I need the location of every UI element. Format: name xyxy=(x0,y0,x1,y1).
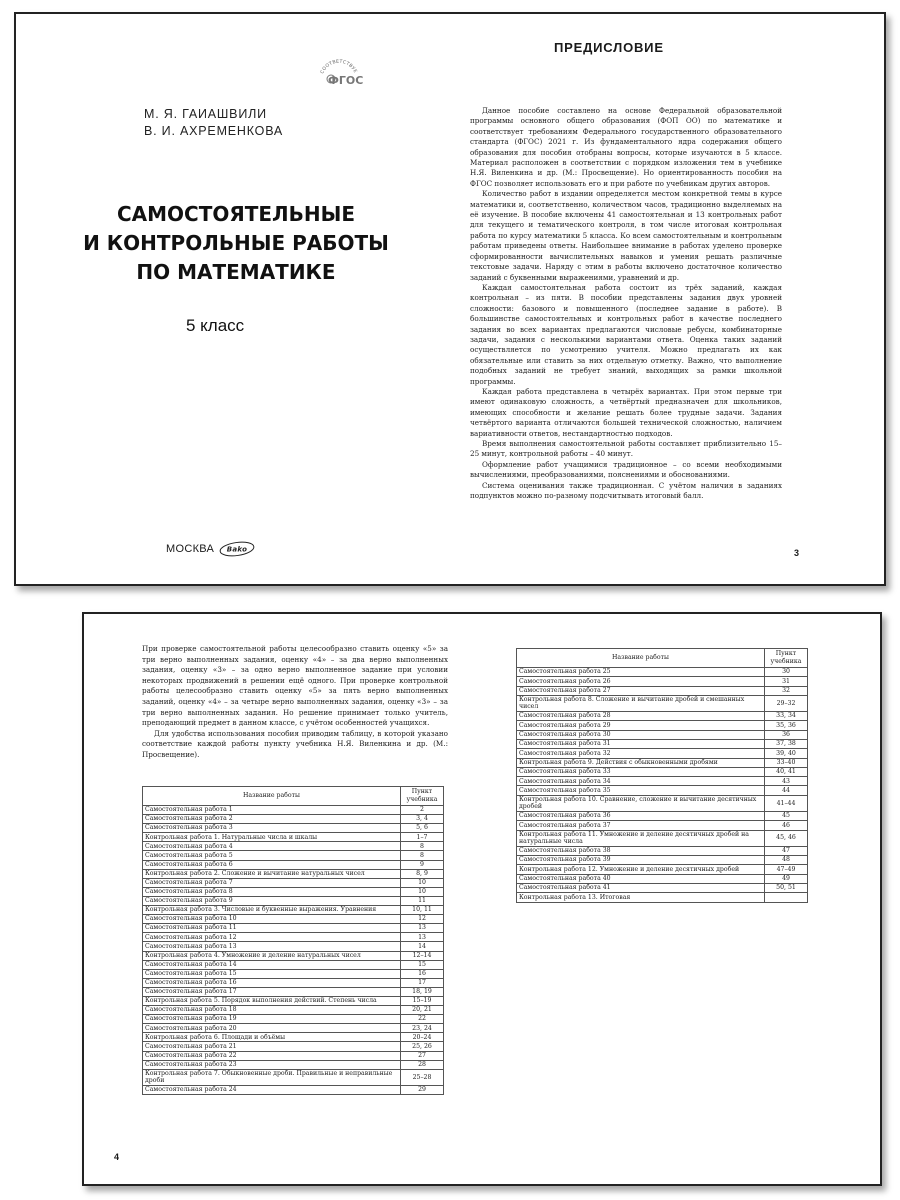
preface-heading: ПРЕДИСЛОВИЕ xyxy=(554,40,664,55)
table-row xyxy=(143,978,444,987)
table-row xyxy=(143,806,444,815)
table-row xyxy=(517,821,808,830)
textbook-point-cell: 16 xyxy=(401,969,444,978)
table-row xyxy=(517,893,808,902)
work-name-cell: Самостоятельная работа 1 xyxy=(143,806,401,815)
table-row xyxy=(143,1069,444,1085)
table-row xyxy=(143,951,444,960)
work-name-cell: Самостоятельная работа 30 xyxy=(517,730,765,739)
table-row xyxy=(517,721,808,730)
page-number: 3 xyxy=(794,548,800,558)
work-name-cell: Самостоятельная работа 21 xyxy=(143,1042,401,1051)
work-name-cell: Самостоятельная работа 40 xyxy=(517,874,765,883)
table-row xyxy=(143,942,444,951)
work-name-cell: Самостоятельная работа 19 xyxy=(143,1015,401,1024)
textbook-point-cell: 13 xyxy=(401,924,444,933)
textbook-point-cell: 12–14 xyxy=(401,951,444,960)
table-row xyxy=(143,869,444,878)
table-row xyxy=(143,878,444,887)
table-header-row xyxy=(517,649,808,668)
table-row xyxy=(517,865,808,874)
table-row xyxy=(517,846,808,855)
table-header-name: Название работы xyxy=(143,787,401,806)
work-name-cell: Самостоятельная работа 17 xyxy=(143,987,401,996)
work-name-cell: Контрольная работа 2. Сложение и вычитание натуральных чисел xyxy=(143,869,401,878)
title-spread xyxy=(14,12,886,586)
title-page xyxy=(16,14,456,584)
textbook-point-cell: 5, 6 xyxy=(401,824,444,833)
works-table-right xyxy=(516,648,808,903)
fgos-logo-icon xyxy=(314,44,364,94)
preface-paragraph: Каждая самостоятельная работа состоит из трёх заданий, каждая контрольная – из пяти. В пособии представлены задания двух уровней сложности: базового и повышенного (последнее задание в работе). В большинстве самостоятельных и контрольных работ в качестве последнего задания во всех вариантах предлагаются числовые ребусы, комбинаторные задачи, задания с несколькими вариантами ответа. Оценка таких заданий осуществляется по усмотрению учителя. Можно предлагать их как обязательные или ставить за них отдельную отметку. Важно, что выполнение подобных заданий не требует знаний, выходящих за рамки школьной программы. xyxy=(470,282,782,386)
work-name-cell: Контрольная работа 3. Числовые и буквенные выражения. Уравнения xyxy=(143,906,401,915)
table-row xyxy=(143,1006,444,1015)
preface-body xyxy=(470,106,782,501)
table-row xyxy=(517,874,808,883)
work-name-cell: Самостоятельная работа 25 xyxy=(517,668,765,677)
textbook-point-cell: 8 xyxy=(401,851,444,860)
table-row xyxy=(517,883,808,892)
work-name-cell: Самостоятельная работа 34 xyxy=(517,777,765,786)
work-name-cell: Контрольная работа 6. Площади и объёмы xyxy=(143,1033,401,1042)
work-name-cell: Контрольная работа 8. Сложение и вычитание дробей и смешанных чисел xyxy=(517,695,765,711)
textbook-point-cell: 35, 36 xyxy=(765,721,808,730)
work-name-cell: Самостоятельная работа 26 xyxy=(517,677,765,686)
table-row xyxy=(517,795,808,811)
textbook-point-cell: 29 xyxy=(401,1085,444,1094)
table-row xyxy=(517,758,808,767)
work-name-cell: Самостоятельная работа 22 xyxy=(143,1051,401,1060)
work-name-cell: Контрольная работа 13. Итоговая xyxy=(517,893,765,902)
textbook-point-cell: 11 xyxy=(401,896,444,905)
work-name-cell: Контрольная работа 9. Действия с обыкновенными дробями xyxy=(517,758,765,767)
table-row xyxy=(517,695,808,711)
preface-paragraph: Количество работ в издании определяется местом конкретной темы в курсе математики и, соответственно, количеством часов, традиционно выделяемых на её изучение. В пособие включены 41 самостоятельная и 13 контрольных работ для текущего и тематического контроля, в том числе итоговая контрольная работа по курсу математики 5 класса. Ко всем самостоятельным и контрольным работам приведены ответы. Наибольшее внимание в работах уделено проверке сформированности вычислительных навыков и умения решать различные текстовые задачи. Наряду с этим в работы включено достаточное количество заданий с буквенными выражениями, уравнений и др. xyxy=(470,189,782,282)
table-row xyxy=(517,730,808,739)
assessment-paragraph: Для удобства использования пособия приводим таблицу, в которой указано соответствие каждой работы пункту учебника Н.Я. Виленкина и др. (М.: Просвещение). xyxy=(142,728,448,759)
preface-paragraph: Система оценивания также традиционная. С учётом наличия в заданиях подпунктов можно по-разному подсчитывать итоговый балл. xyxy=(470,480,782,501)
textbook-point-cell: 47–49 xyxy=(765,865,808,874)
textbook-point-cell: 10 xyxy=(401,878,444,887)
textbook-point-cell: 3, 4 xyxy=(401,815,444,824)
table-row xyxy=(517,786,808,795)
table-row xyxy=(517,739,808,748)
textbook-point-cell: 50, 51 xyxy=(765,883,808,892)
work-name-cell: Самостоятельная работа 33 xyxy=(517,767,765,776)
textbook-point-cell: 31 xyxy=(765,677,808,686)
textbook-point-cell: 2 xyxy=(401,806,444,815)
table-row xyxy=(143,851,444,860)
textbook-point-cell: 45, 46 xyxy=(765,830,808,846)
table-row xyxy=(143,842,444,851)
work-name-cell: Самостоятельная работа 4 xyxy=(143,842,401,851)
textbook-point-cell: 37, 38 xyxy=(765,739,808,748)
work-name-cell: Контрольная работа 11. Умножение и деление десятичных дробей на натуральные числа xyxy=(517,830,765,846)
work-name-cell: Контрольная работа 10. Сравнение, сложение и вычитание десятичных дробей xyxy=(517,795,765,811)
work-name-cell: Самостоятельная работа 31 xyxy=(517,739,765,748)
table-row xyxy=(143,960,444,969)
page-number: 4 xyxy=(114,1152,120,1162)
table-row xyxy=(143,924,444,933)
work-name-cell: Самостоятельная работа 15 xyxy=(143,969,401,978)
work-name-cell: Самостоятельная работа 2 xyxy=(143,815,401,824)
textbook-point-cell: 8, 9 xyxy=(401,869,444,878)
work-name-cell: Самостоятельная работа 37 xyxy=(517,821,765,830)
textbook-point-cell: 15 xyxy=(401,960,444,969)
textbook-point-cell: 20, 21 xyxy=(401,1006,444,1015)
table-row xyxy=(143,815,444,824)
preface-page xyxy=(446,14,886,584)
table-row xyxy=(143,933,444,942)
textbook-point-cell: 10 xyxy=(401,887,444,896)
work-name-cell: Контрольная работа 1. Натуральные числа и шкалы xyxy=(143,833,401,842)
work-name-cell: Самостоятельная работа 23 xyxy=(143,1060,401,1069)
table-row xyxy=(143,987,444,996)
work-name-cell: Самостоятельная работа 7 xyxy=(143,878,401,887)
table-row xyxy=(143,1015,444,1024)
author-1: М. Я. ГАИАШВИЛИ xyxy=(144,107,267,121)
work-name-cell: Самостоятельная работа 28 xyxy=(517,712,765,721)
fgos-label: ФГОС xyxy=(328,74,364,87)
textbook-point-cell: 15–19 xyxy=(401,996,444,1005)
table-row xyxy=(143,996,444,1005)
textbook-point-cell: 1–7 xyxy=(401,833,444,842)
work-name-cell: Самостоятельная работа 11 xyxy=(143,924,401,933)
textbook-point-cell: 30 xyxy=(765,668,808,677)
table-row xyxy=(517,830,808,846)
preface-paragraph: Каждая работа представлена в четырёх вариантах. При этом первые три имеют одинаковую сложность, а четвёртый предназначен для школьников, имеющих способности и желание решать более трудные задачи. Задания четвёртого варианта отличаются большей технической сложностью, наличием вариативности ответов, нестандартностью подходов. xyxy=(470,386,782,438)
table-row xyxy=(517,811,808,820)
publisher xyxy=(166,541,256,557)
work-name-cell: Контрольная работа 4. Умножение и деление натуральных чисел xyxy=(143,951,401,960)
work-name-cell: Самостоятельная работа 27 xyxy=(517,686,765,695)
work-name-cell: Самостоятельная работа 5 xyxy=(143,851,401,860)
work-name-cell: Самостоятельная работа 13 xyxy=(143,942,401,951)
textbook-point-cell: 33–40 xyxy=(765,758,808,767)
table-row xyxy=(517,856,808,865)
table-spread xyxy=(82,612,882,1186)
textbook-point-cell: 20–24 xyxy=(401,1033,444,1042)
work-name-cell: Самостоятельная работа 16 xyxy=(143,978,401,987)
textbook-point-cell: 27 xyxy=(401,1051,444,1060)
works-table-left-body xyxy=(143,806,444,1095)
work-name-cell: Самостоятельная работа 32 xyxy=(517,749,765,758)
preface-paragraph: Данное пособие составлено на основе Федеральной образовательной программы основного общего образования (ФОП ОО) по математике и соответствует требованиям Федерального государственного образовательного стандарта (ФГОС) 2021 г. Из фундаментального ядра содержания общего образования для пособия отобраны вопросы, которые изучаются в 5 классе. Материал расположен в соответствии с порядком изложения тем в учебнике Н.Я. Виленкина и др. (М.: Просвещение). Но ориентированность пособия на ФГОС позволяет использовать его и при работе по учебникам других авторов. xyxy=(470,106,782,188)
table-header-point: Пункт учебника xyxy=(765,649,808,668)
preface-paragraph: Время выполнения самостоятельной работы составляет приблизительно 15–25 минут, контрольной работы – 40 минут. xyxy=(470,439,782,459)
textbook-point-cell: 48 xyxy=(765,856,808,865)
table-row xyxy=(143,1042,444,1051)
work-name-cell: Самостоятельная работа 29 xyxy=(517,721,765,730)
work-name-cell: Самостоятельная работа 20 xyxy=(143,1024,401,1033)
textbook-point-cell: 13 xyxy=(401,933,444,942)
table-row xyxy=(143,1051,444,1060)
textbook-point-cell: 25, 26 xyxy=(401,1042,444,1051)
publisher-city: МОСКВА xyxy=(166,543,215,555)
table-row xyxy=(517,668,808,677)
table-row xyxy=(517,777,808,786)
textbook-point-cell: 45 xyxy=(765,811,808,820)
textbook-point-cell: 28 xyxy=(401,1060,444,1069)
book-title xyxy=(16,200,456,287)
work-name-cell: Самостоятельная работа 3 xyxy=(143,824,401,833)
table-row xyxy=(143,1033,444,1042)
textbook-point-cell: 39, 40 xyxy=(765,749,808,758)
textbook-point-cell: 46 xyxy=(765,821,808,830)
book-title-line-2: И КОНТРОЛЬНЫЕ РАБОТЫ xyxy=(83,231,389,255)
table-row xyxy=(517,712,808,721)
textbook-point-cell: 9 xyxy=(401,860,444,869)
table-row xyxy=(143,1060,444,1069)
textbook-point-cell: 47 xyxy=(765,846,808,855)
works-table-right-body xyxy=(517,668,808,903)
table-header-name: Название работы xyxy=(517,649,765,668)
work-name-cell: Контрольная работа 12. Умножение и деление десятичных дробей xyxy=(517,865,765,874)
table-row xyxy=(143,906,444,915)
table-row xyxy=(143,860,444,869)
table-row xyxy=(143,887,444,896)
work-name-cell: Самостоятельная работа 6 xyxy=(143,860,401,869)
works-table-left xyxy=(142,786,444,1095)
grade-label: 5 класс xyxy=(186,316,245,335)
left-table-page xyxy=(84,614,484,1184)
work-name-cell: Самостоятельная работа 36 xyxy=(517,811,765,820)
table-row xyxy=(143,969,444,978)
textbook-point-cell: 17 xyxy=(401,978,444,987)
work-name-cell: Контрольная работа 7. Обыкновенные дроби. Правильные и неправильные дроби xyxy=(143,1069,401,1085)
work-name-cell: Самостоятельная работа 39 xyxy=(517,856,765,865)
bako-logo-text: Bako xyxy=(226,545,248,554)
textbook-point-cell xyxy=(765,893,808,902)
table-row xyxy=(517,677,808,686)
textbook-point-cell: 10, 11 xyxy=(401,906,444,915)
table-row xyxy=(143,833,444,842)
textbook-point-cell: 33, 34 xyxy=(765,712,808,721)
book-title-line-3: ПО МАТЕМАТИКЕ xyxy=(136,260,336,284)
bako-logo-icon xyxy=(218,541,256,557)
preface-paragraph: Оформление работ учащимися традиционное – со всеми необходимыми вычислениями, преобразованиями, пояснениями и обоснованиями. xyxy=(470,459,782,480)
textbook-point-cell: 32 xyxy=(765,686,808,695)
table-row xyxy=(143,1085,444,1094)
textbook-point-cell: 8 xyxy=(401,842,444,851)
textbook-point-cell: 36 xyxy=(765,730,808,739)
table-row xyxy=(143,824,444,833)
textbook-point-cell: 40, 41 xyxy=(765,767,808,776)
textbook-point-cell: 25–28 xyxy=(401,1069,444,1085)
work-name-cell: Самостоятельная работа 35 xyxy=(517,786,765,795)
work-name-cell: Самостоятельная работа 18 xyxy=(143,1006,401,1015)
work-name-cell: Самостоятельная работа 24 xyxy=(143,1085,401,1094)
work-name-cell: Контрольная работа 5. Порядок выполнения действий. Степень числа xyxy=(143,996,401,1005)
work-name-cell: Самостоятельная работа 9 xyxy=(143,896,401,905)
table-row xyxy=(143,1024,444,1033)
table-row xyxy=(143,896,444,905)
svg-text:СООТВЕТСТВУЕТ xyxy=(314,44,358,75)
textbook-point-cell: 29–32 xyxy=(765,695,808,711)
textbook-point-cell: 23, 24 xyxy=(401,1024,444,1033)
work-name-cell: Самостоятельная работа 14 xyxy=(143,960,401,969)
work-name-cell: Самостоятельная работа 38 xyxy=(517,846,765,855)
assessment-paragraph: При проверке самостоятельной работы целесообразно ставить оценку «5» за три верно выполненных задания, оценку «4» – за два верно выполненных задания, оценку «3» – за одно верно выполненное задание при условии некоторых продвижений в решении ещё одного. При проверке контрольной работы целесообразно ставить оценку «5» за пять верно выполненных заданий, оценку «4» – за четыре верно выполненных задания, оценку «3» – за три верно выполненных задания. Но решение принимает только учитель, преподающий предмет в данном классе, с учётом особенностей учащихся. xyxy=(142,644,448,728)
textbook-point-cell: 49 xyxy=(765,874,808,883)
table-row xyxy=(517,767,808,776)
textbook-point-cell: 22 xyxy=(401,1015,444,1024)
work-name-cell: Самостоятельная работа 41 xyxy=(517,883,765,892)
right-table-page xyxy=(494,614,882,1184)
work-name-cell: Самостоятельная работа 12 xyxy=(143,933,401,942)
table-header-row xyxy=(143,787,444,806)
textbook-point-cell: 18, 19 xyxy=(401,987,444,996)
book-title-line-1: САМОСТОЯТЕЛЬНЫЕ xyxy=(116,202,356,226)
work-name-cell: Самостоятельная работа 8 xyxy=(143,887,401,896)
table-header-point: Пункт учебника xyxy=(401,787,444,806)
textbook-point-cell: 12 xyxy=(401,915,444,924)
textbook-point-cell: 44 xyxy=(765,786,808,795)
work-name-cell: Самостоятельная работа 10 xyxy=(143,915,401,924)
table-row xyxy=(517,749,808,758)
textbook-point-cell: 41–44 xyxy=(765,795,808,811)
textbook-point-cell: 43 xyxy=(765,777,808,786)
authors xyxy=(144,106,283,140)
textbook-point-cell: 14 xyxy=(401,942,444,951)
table-row xyxy=(517,686,808,695)
author-2: В. И. АХРЕМЕНКОВА xyxy=(144,124,284,138)
table-row xyxy=(143,915,444,924)
fgos-ring-text: СООТВЕТСТВУЕ xyxy=(320,59,358,75)
assessment-notes xyxy=(142,644,448,761)
